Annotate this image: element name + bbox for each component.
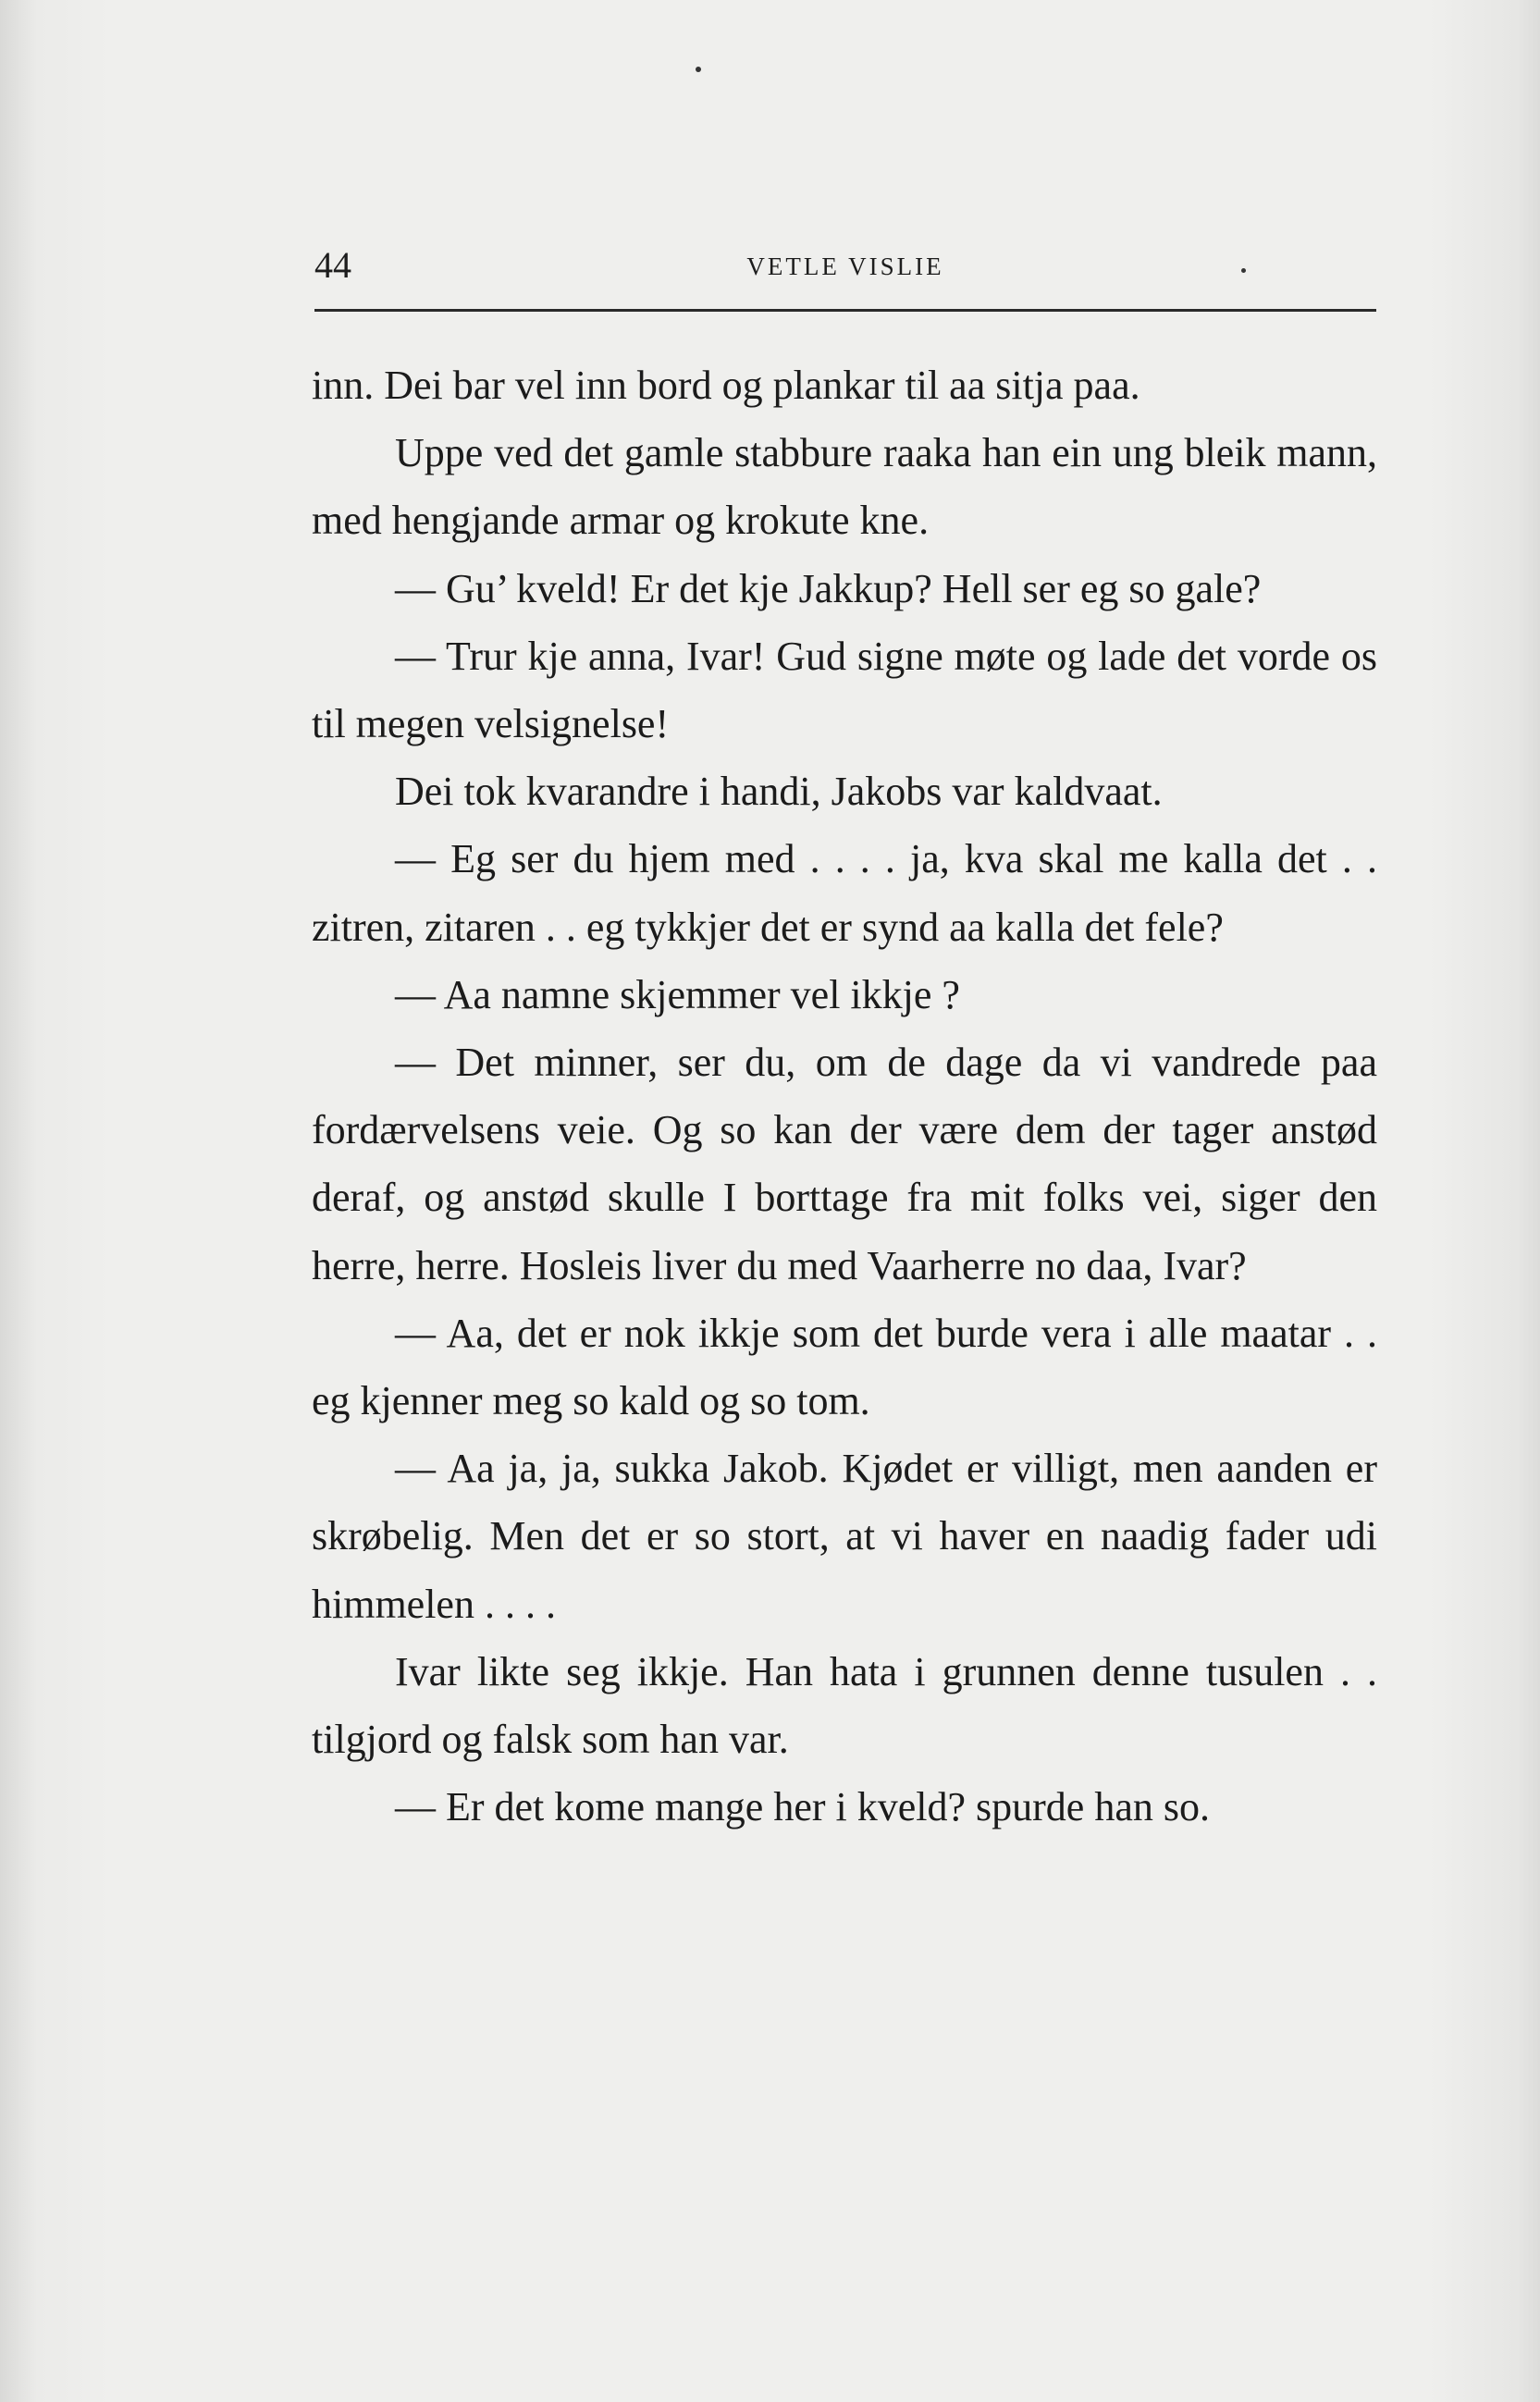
paragraph: — Er det kome mange her i kveld? spurde han so.: [395, 1784, 1210, 1830]
paragraph: Dei tok kvarandre i handi, Jakobs var kaldvaat.: [395, 769, 1163, 815]
paragraph: Ivar likte seg ikkje. Han hata i grunnen denne tusulen . . tilgjord og falsk som han var.: [312, 1648, 1377, 1763]
header-rule: [314, 309, 1376, 312]
ink-speck: [696, 67, 701, 72]
running-title: VETLE VISLIE: [746, 253, 944, 280]
body-text: [312, 351, 1377, 1841]
paragraph: — Det minner, ser du, om de dage da vi vandrede paa fordærvelsens veie. Og so kan der være dem der tager anstød deraf, og anstød skulle I borttage fra mit folks vei, siger den herre, herre. Hosleis liver du med Vaarherre no daa, Ivar?: [312, 1040, 1377, 1288]
paragraph: — Aa namne skjemmer vel ikkje ?: [395, 971, 960, 1017]
paragraph: — Eg ser du hjem med . . . . ja, kva skal me kalla det . . zitren, zitaren . . eg tykkjer det er synd aa kalla det fele?: [312, 836, 1377, 950]
paragraph: — Trur kje anna, Ivar! Gud signe møte og lade det vorde os til megen velsignelse!: [312, 633, 1377, 747]
paragraph: Uppe ved det gamle stabbure raaka han ein ung bleik mann, med hengjande armar og krokute kne.: [312, 430, 1377, 544]
paragraph: — Aa, det er nok ikkje som det burde vera i alle maatar . . eg kjenner meg so kald og so tom.: [312, 1310, 1377, 1424]
paragraph: — Aa ja, ja, sukka Jakob. Kjødet er villigt, men aanden er skrøbelig. Men det er so stort, at vi haver en naadig fader udi himmelen . . . .: [312, 1446, 1377, 1627]
page-number: 44: [314, 244, 351, 286]
paragraph: — Gu’ kveld! Er det kje Jakkup? Hell ser eg so gale?: [395, 565, 1262, 611]
paragraph: inn. Dei bar vel inn bord og plankar til aa sitja paa.: [312, 363, 1140, 408]
page-header: [314, 242, 1376, 289]
